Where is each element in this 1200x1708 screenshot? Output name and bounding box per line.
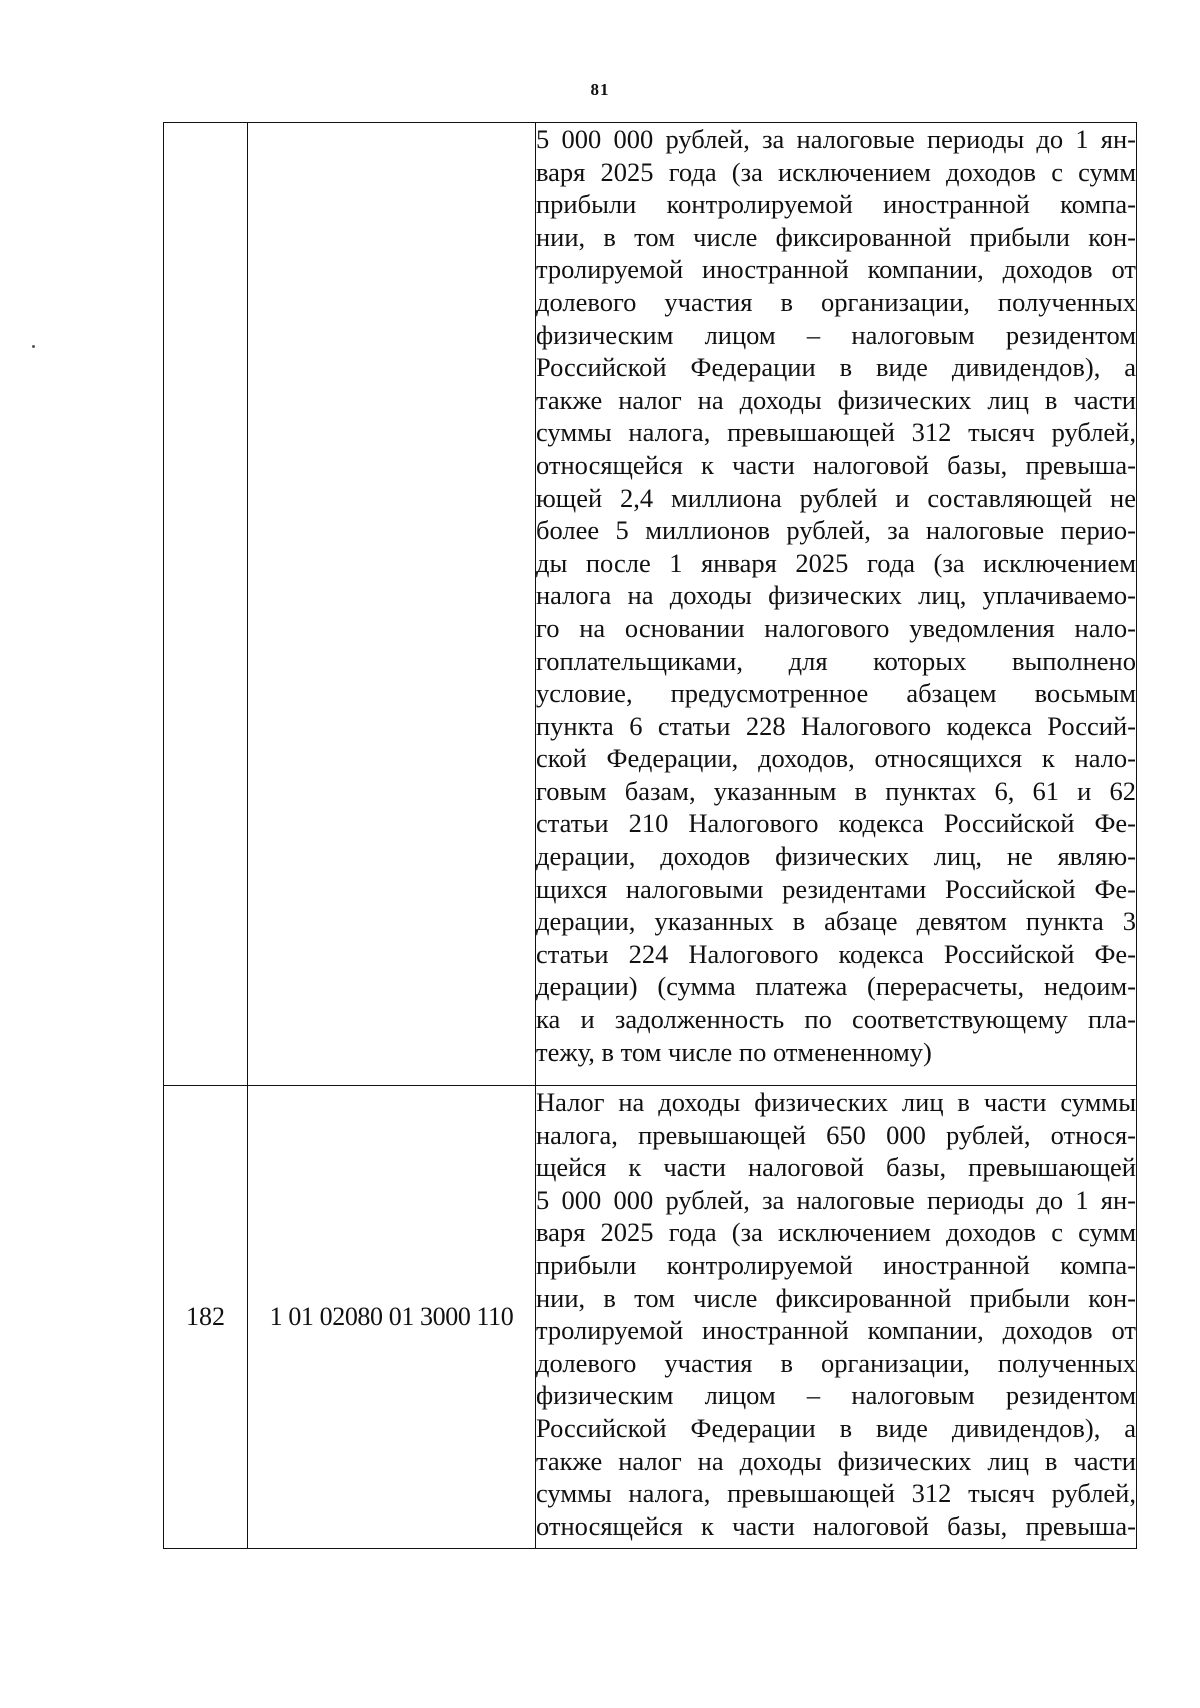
- text-line: статьи 224 Налогового кодекса Российской Фе-: [536, 938, 1136, 969]
- text-line: тежу, в том числе по отмененному): [536, 1036, 932, 1067]
- text-line: щихся налоговыми резидентами Российской Фе-: [536, 873, 1136, 904]
- text-line: щейся к части налоговой базы, превышающей: [536, 1152, 1136, 1183]
- text-line: варя 2025 года (за исключением доходов с сумм: [536, 156, 1136, 187]
- text-line: налога на доходы физических лиц, уплачиваемо-: [536, 580, 1136, 611]
- text-line: статьи 210 Налогового кодекса Российской Фе-: [536, 808, 1136, 839]
- text-line: прибыли контролируемой иностранной компа-: [536, 189, 1136, 220]
- text-line: дерации, указанных в абзаце девятом пункта 3: [536, 906, 1136, 937]
- text-line: налога, превышающей 650 000 рублей, относя-: [536, 1119, 1136, 1150]
- text-line: условие, предусмотренное абзацем восьмым: [536, 678, 1136, 709]
- text-line: Налог на доходы физических лиц в части суммы: [536, 1087, 1136, 1117]
- kbk-code-cell: 1 01 02080 01 3000 110: [248, 1086, 536, 1549]
- text-line: ской Федерации, доходов, относящихся к нало-: [536, 743, 1136, 774]
- text-line: варя 2025 года (за исключением доходов с сумм: [536, 1217, 1136, 1248]
- text-line: также налог на доходы физических лиц в части: [536, 1445, 1136, 1476]
- text-line: относящейся к части налоговой базы, превыша-: [536, 449, 1136, 480]
- text-line: физическим лицом – налоговым резидентом: [536, 1380, 1136, 1411]
- text-line: Российской Федерации в виде дивидендов), а: [536, 1412, 1136, 1443]
- text-line: суммы налога, превышающей 312 тысяч рублей,: [536, 417, 1136, 448]
- text-line: более 5 миллионов рублей, за налоговые перио-: [536, 515, 1136, 546]
- text-line: долевого участия в организации, полученных: [536, 1347, 1136, 1378]
- text-line: ка и задолженность по соответствующему пла-: [536, 1004, 1136, 1035]
- text-line: нии, в том числе фиксированной прибыли кон-: [536, 1282, 1136, 1313]
- text-line: пункта 6 статьи 228 Налогового кодекса Россий-: [536, 710, 1136, 741]
- text-line: дерации) (сумма платежа (перерасчеты, недоим-: [536, 971, 1136, 1002]
- text-line: 5 000 000 рублей, за налоговые периоды до 1 ян-: [536, 124, 1136, 154]
- admin-code-cell: [164, 123, 248, 1086]
- text-line: ды после 1 января 2025 года (за исключением: [536, 547, 1136, 578]
- text-line: долевого участия в организации, полученных: [536, 286, 1136, 317]
- admin-code-cell: 182: [164, 1086, 248, 1549]
- text-line: суммы налога, превышающей 312 тысяч рублей,: [536, 1478, 1136, 1509]
- revenue-name-cell: [536, 123, 1137, 1086]
- budget-codes-table: [163, 122, 1137, 1549]
- text-line: тролируемой иностранной компании, доходов от: [536, 1315, 1136, 1346]
- text-line: тролируемой иностранной компании, доходов от: [536, 254, 1136, 285]
- revenue-name-cell: [536, 1086, 1137, 1549]
- text-line: говым базам, указанным в пунктах 6, 61 и 62: [536, 775, 1136, 806]
- text-line: гоплательщиками, для которых выполнено: [536, 645, 1136, 676]
- table-row: [164, 123, 1137, 1086]
- text-line: го на основании налогового уведомления нало-: [536, 612, 1136, 643]
- text-line: прибыли контролируемой иностранной компа-: [536, 1249, 1136, 1280]
- text-line: физическим лицом – налоговым резидентом: [536, 319, 1136, 350]
- text-line: дерации, доходов физических лиц, не являю-: [536, 841, 1136, 872]
- text-line: также налог на доходы физических лиц в части: [536, 384, 1136, 415]
- text-line: нии, в том числе фиксированной прибыли кон-: [536, 221, 1136, 252]
- text-line: относящейся к части налоговой базы, превыша-: [536, 1510, 1136, 1541]
- table-row: [164, 1086, 1137, 1549]
- text-line: 5 000 000 рублей, за налоговые периоды до 1 ян-: [536, 1184, 1136, 1215]
- page-number: 81: [590, 80, 610, 99]
- scan-speck: [32, 345, 35, 348]
- kbk-code-cell: [248, 123, 536, 1086]
- text-line: Российской Федерации в виде дивидендов), а: [536, 352, 1136, 383]
- text-line: ющей 2,4 миллиона рублей и составляющей не: [536, 482, 1136, 513]
